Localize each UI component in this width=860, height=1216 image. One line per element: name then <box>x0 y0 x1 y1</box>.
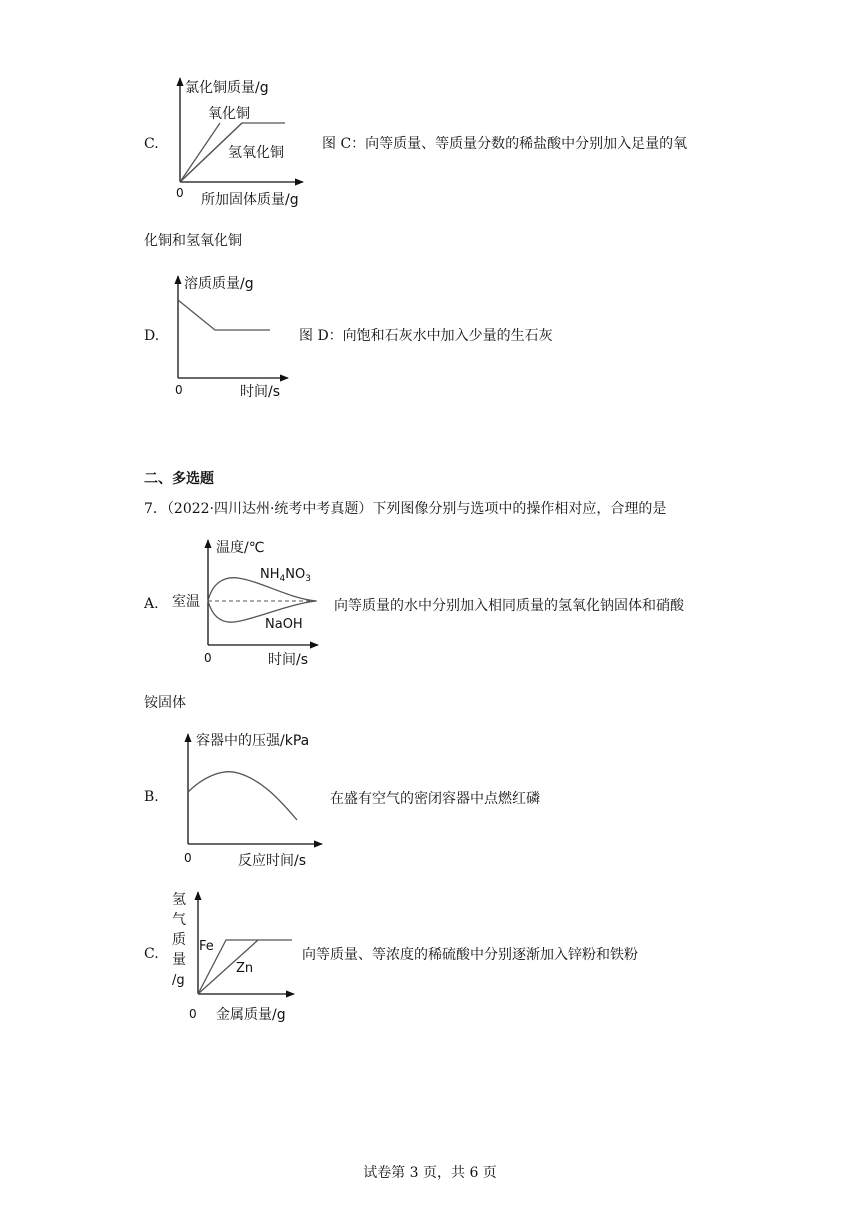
q7-b-graph <box>172 728 332 876</box>
q7-b-origin: 0 <box>184 851 192 865</box>
q6-d-x-label: 时间/s <box>240 384 281 400</box>
q7-a-y-label: 温度/℃ <box>216 540 265 556</box>
q7-c-y-label-char-5: /g <box>172 973 185 988</box>
q7-c-y-label-char-1: 氢 <box>172 892 186 908</box>
q6-option-c-desc-line2: 化铜和氢氧化铜 <box>144 233 242 249</box>
q7-a-origin: 0 <box>204 651 212 665</box>
q6-option-d-desc: 图 D：向饱和石灰水中加入少量的生石灰 <box>299 328 553 344</box>
q6-c-series-2-label: 氢氧化铜 <box>228 145 284 161</box>
q6-option-d-letter: D. <box>144 328 160 344</box>
q7-a-series-2-label: NaOH <box>265 617 303 632</box>
q7-option-b-desc: 在盛有空气的密闭容器中点燃红磷 <box>330 791 540 807</box>
q7-b-y-label: 容器中的压强/kPa <box>196 733 310 749</box>
q7-option-b-letter: B. <box>144 789 159 805</box>
q6-d-graph <box>170 268 295 403</box>
q6-d-y-label: 溶质质量/g <box>184 276 254 292</box>
q7-a-series-1-label: $NH_4NO_3$ <box>260 567 311 584</box>
q7-a-graph <box>168 534 330 674</box>
q6-c-y-label: 氯化铜质量/g <box>185 80 269 96</box>
q6-c-origin: 0 <box>176 186 184 200</box>
q6-d-curve <box>178 300 270 330</box>
q7-option-c-desc: 向等质量、等浓度的稀硫酸中分别逐渐加入锌粉和铁粉 <box>302 947 638 963</box>
q7-stem: 7．（2022·四川达州·统考中考真题）下列图像分别与选项中的操作相对应，合理的是 <box>144 501 667 517</box>
section-title: 二、多选题 <box>144 471 214 487</box>
q7-c-y-label-char-3: 质 <box>172 932 186 948</box>
q7-option-a-desc-line1: 向等质量的水中分别加入相同质量的氢氧化钠固体和硝酸 <box>334 598 684 614</box>
q6-c-series-1-label: 氧化铜 <box>208 106 250 122</box>
q7-a-x-label: 时间/s <box>268 652 309 668</box>
q7-option-c-letter: C. <box>144 946 159 962</box>
q7-b-x-label: 反应时间/s <box>238 853 307 869</box>
q7-a-ref-label: 室温 <box>172 594 200 610</box>
page-footer: 试卷第 3 页，共 6 页 <box>363 1165 497 1181</box>
q7-c-graph <box>168 888 308 1028</box>
q7-c-y-label-char-2: 气 <box>172 912 186 928</box>
q6-option-c-letter: C. <box>144 136 159 152</box>
q7-c-y-label-char-4: 量 <box>172 952 186 968</box>
q7-c-fe-label: Fe <box>199 939 214 954</box>
q6-c-graph <box>170 72 315 212</box>
q7-b-curve <box>188 772 297 820</box>
q6-option-c-desc-line1: 图 C：向等质量、等质量分数的稀盐酸中分别加入足量的氧 <box>322 136 688 152</box>
q7-option-a-desc-line2: 铵固体 <box>144 695 186 711</box>
q7-option-a-letter: A. <box>144 596 159 612</box>
q7-c-origin: 0 <box>189 1007 197 1021</box>
q6-c-series-2-line-b <box>180 123 220 182</box>
q6-c-x-label: 所加固体质量/g <box>201 192 299 208</box>
q7-c-zn-label: Zn <box>236 961 254 976</box>
q7-c-x-label: 金属质量/g <box>216 1007 286 1023</box>
q6-d-origin: 0 <box>175 383 183 397</box>
